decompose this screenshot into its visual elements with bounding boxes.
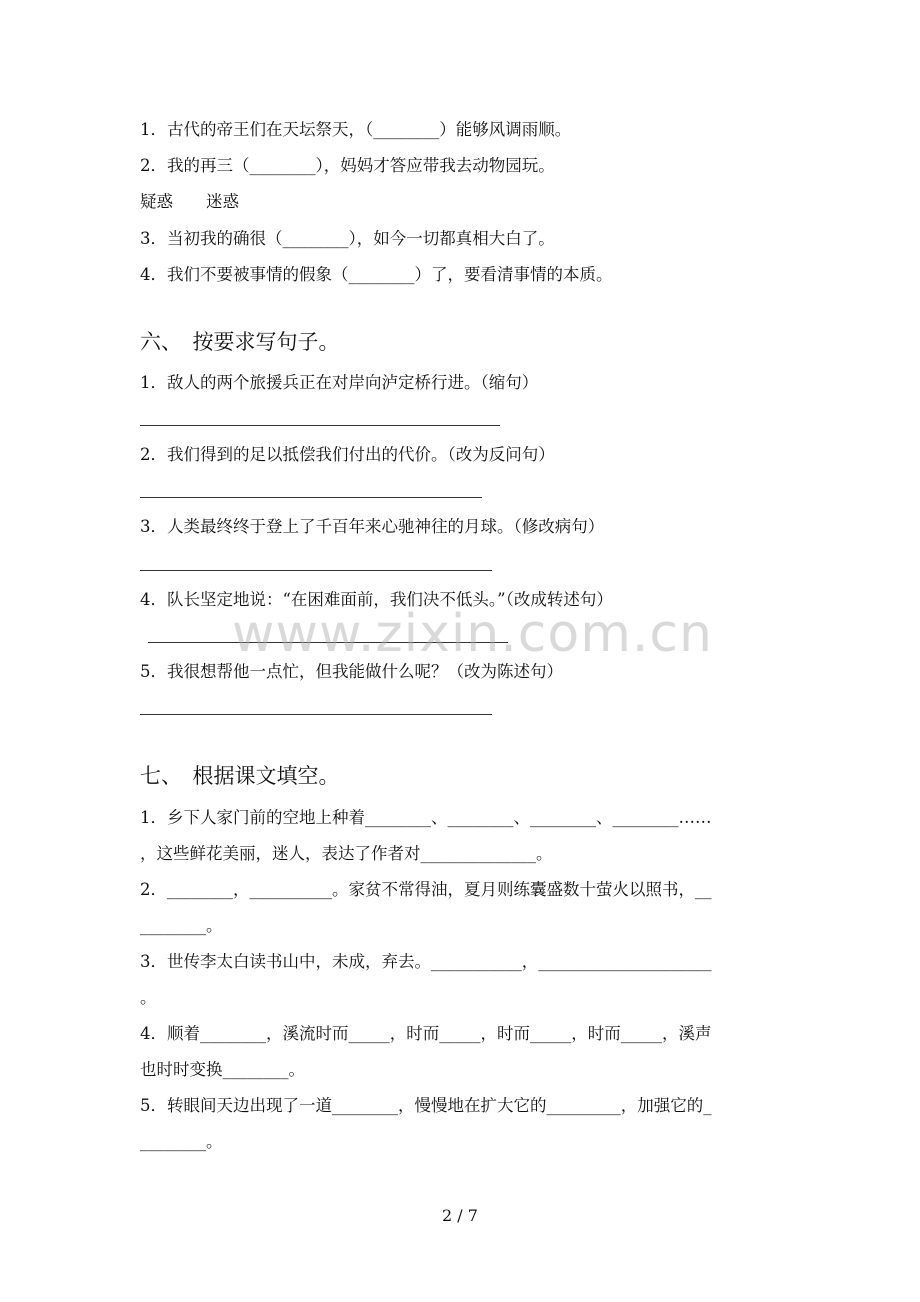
section-6-title: 六、 按要求写句子。 — [140, 330, 340, 354]
section-7-line-10: ________。 — [140, 1132, 223, 1151]
section-6-item-5: 5．我很想帮他一点忙，但我能做什么呢？（改为陈述句） — [140, 662, 563, 681]
answer-line-5[interactable] — [140, 714, 492, 715]
section-7-line-1: 1．乡下人家门前的空地上种着________、________、________、________…… — [140, 808, 712, 827]
section-7-line-4: ________。 — [140, 916, 223, 935]
question-3-text: 3．当初我的确很（________），如今一切都真相大白了。 — [140, 229, 555, 248]
section-6-item-4: 4．队长坚定地说：“在困难面前，我们决不低头。”（改成转述句） — [140, 590, 613, 609]
question-2-text: 2．我的再三（________），妈妈才答应带我去动物园玩。 — [140, 156, 555, 175]
section-7-line-2: ，这些鲜花美丽，迷人，表达了作者对______________。 — [140, 844, 553, 863]
section-7-line-3: 2．________，__________。家贫不常得油，夏月则练囊盛数十萤火以照书，__ — [140, 880, 712, 899]
answer-line-3[interactable] — [140, 570, 492, 571]
section-7-line-8: 也时时变换________。 — [140, 1060, 305, 1079]
section-7-line-7: 4．顺着________，溪流时而_____，时而_____，时而_____，时而_____，溪声 — [140, 1024, 712, 1043]
answer-line-2[interactable] — [140, 497, 482, 498]
section-6-item-1: 1．敌人的两个旅援兵正在对岸向泸定桥行进。（缩句） — [140, 373, 539, 392]
section-7-title: 七、 根据课文填空。 — [140, 764, 340, 788]
word-choices: 疑惑 迷惑 — [140, 192, 239, 211]
section-6-item-3: 3．人类最终终于登上了千百年来心驰神往的月球。（修改病句） — [140, 517, 605, 536]
section-7-line-9: 5．转眼间天边出现了一道________，慢慢地在扩大它的_________，加强它的_ — [140, 1096, 712, 1115]
answer-line-1[interactable] — [140, 425, 500, 426]
question-1-text: 1．古代的帝王们在天坛祭天，（________）能够风调雨顺。 — [140, 120, 572, 139]
section-7-line-5: 3．世传李太白读书山中，未成，弃去。___________，_____________________ — [140, 952, 712, 971]
watermark: www.zixin.com.cn — [232, 604, 713, 664]
section-6-item-2: 2．我们得到的足以抵偿我们付出的代价。（改为反问句） — [140, 445, 555, 464]
section-7-line-6: 。 — [140, 988, 157, 1007]
question-4-text: 4．我们不要被事情的假象（________）了，要看清事情的本质。 — [140, 265, 613, 284]
page-number: 2 / 7 — [442, 1206, 478, 1225]
